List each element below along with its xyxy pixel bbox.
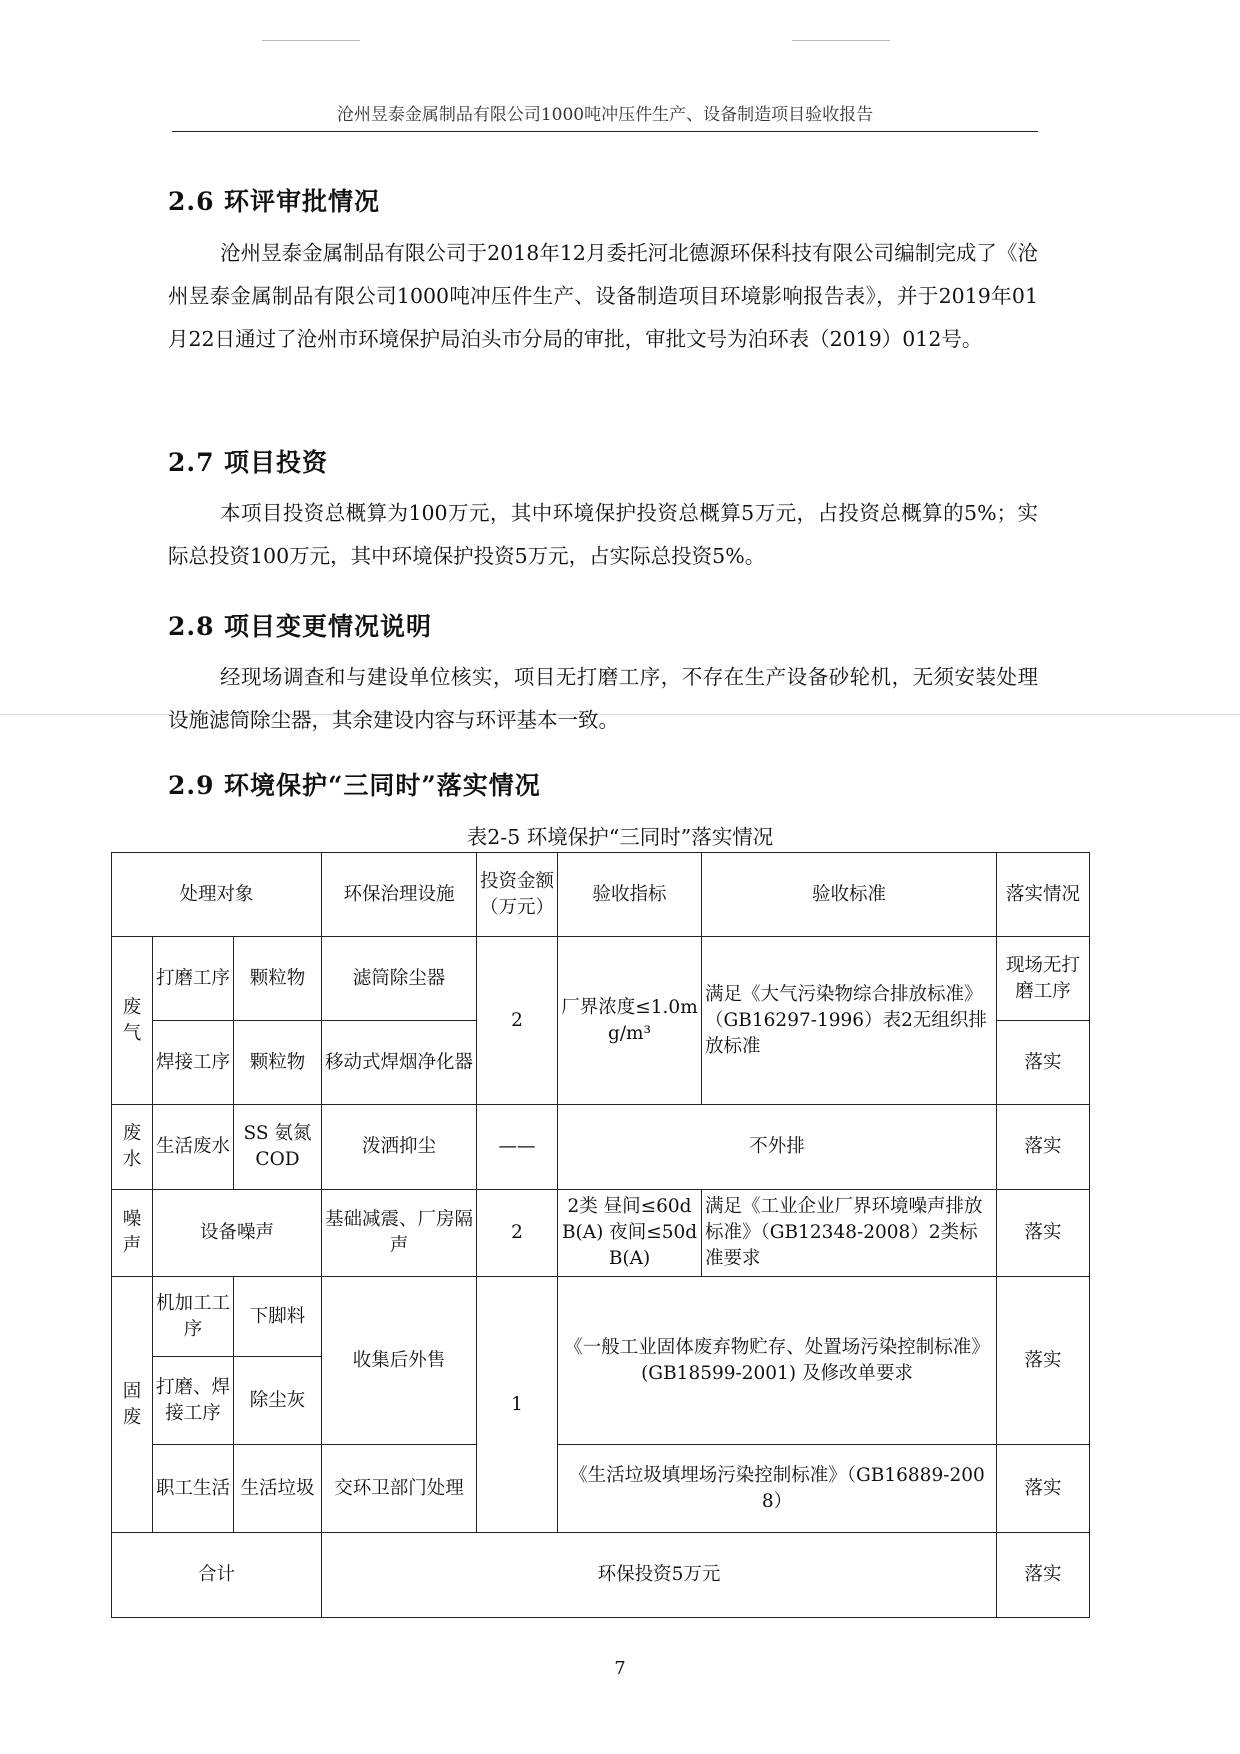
table-total-row: [112, 1533, 1090, 1618]
standard-cell: 不外排: [558, 1105, 997, 1190]
pollutant-cell: 除尘灰: [234, 1357, 322, 1445]
table-row: [112, 937, 1090, 1021]
status-cell: 现场无打磨工序: [997, 937, 1090, 1021]
section-heading-2-9: [168, 766, 541, 802]
section-paragraph: 沧州昱泰金属制品有限公司于2018年12月委托河北德源环保科技有限公司编制完成了《沧州昱泰金属制品有限公司1000吨冲压件生产、设备制造项目环境影响报告表》，并于2019年01月22日通过了沧州市环境保护局泊头市分局的审批，审批文号为泊环表（2019）012号。: [168, 241, 1038, 351]
process-cell: 生活废水: [153, 1105, 234, 1190]
category-cell: 噪声: [112, 1190, 153, 1277]
header-status: 落实情况: [997, 853, 1090, 937]
table-row: [112, 1105, 1090, 1190]
pollutant-cell: 颗粒物: [234, 937, 322, 1021]
page-number: 7: [614, 1658, 626, 1679]
investment-cell: 2: [477, 1190, 558, 1277]
header-indicator: 验收指标: [558, 853, 702, 937]
scan-artifact-line: [792, 40, 890, 41]
category-cell: 废水: [112, 1105, 153, 1190]
process-cell: 机加工工序: [153, 1277, 234, 1357]
facility-cell: 交环卫部门处理: [322, 1445, 477, 1533]
facility-cell: 基础减震、厂房隔声: [322, 1190, 477, 1277]
table-row: [112, 1445, 1090, 1533]
pollutant-cell: SS 氨氮 COD: [234, 1105, 322, 1190]
status-cell: 落实: [997, 1021, 1090, 1105]
status-cell: 落实: [997, 1533, 1090, 1618]
section-paragraph: 经现场调查和与建设单位核实，项目无打磨工序，不存在生产设备砂轮机，无须安装处理设施滤筒除尘器，其余建设内容与环评基本一致。: [168, 665, 1038, 732]
total-value: 环保投资5万元: [322, 1533, 997, 1618]
pollutant-cell: 生活垃圾: [234, 1445, 322, 1533]
section-heading-2-6: [168, 182, 380, 218]
process-cell: 打磨、焊接工序: [153, 1357, 234, 1445]
page-header: 沧州昱泰金属制品有限公司1000吨冲压件生产、设备制造项目验收报告: [172, 100, 1038, 132]
table-header-row: [112, 853, 1090, 937]
facility-cell: 滤筒除尘器: [322, 937, 477, 1021]
object-cell: 设备噪声: [153, 1190, 322, 1277]
process-cell: 职工生活: [153, 1445, 234, 1533]
investment-cell: ——: [477, 1105, 558, 1190]
table-row: [112, 1190, 1090, 1277]
facility-cell: 泼洒抑尘: [322, 1105, 477, 1190]
investment-cell: 2: [477, 937, 558, 1105]
standard-cell: 《生活垃圾填埋场污染控制标准》（GB16889-2008）: [558, 1445, 997, 1533]
indicator-cell: 2类 昼间≤60dB(A) 夜间≤50dB(A): [558, 1190, 702, 1277]
section-title: 环评审批情况: [224, 187, 381, 216]
section-number: 2.9: [168, 771, 215, 800]
header-facility: 环保治理设施: [322, 853, 477, 937]
pollutant-cell: 下脚料: [234, 1277, 322, 1357]
section-number: 2.7: [168, 448, 215, 477]
facility-cell: 移动式焊烟净化器: [322, 1021, 477, 1105]
pollutant-cell: 颗粒物: [234, 1021, 322, 1105]
section-title: 环境保护“三同时”落实情况: [224, 771, 541, 800]
category-cell: 废气: [112, 937, 153, 1105]
facility-cell: 收集后外售: [322, 1277, 477, 1445]
process-cell: 打磨工序: [153, 937, 234, 1021]
header-investment: 投资金额（万元）: [477, 853, 558, 937]
standard-cell: 满足《大气污染物综合排放标准》（GB16297-1996）表2无组织排放标准: [702, 937, 997, 1105]
section-paragraph: 本项目投资总概算为100万元，其中环境保护投资总概算5万元，占投资总概算的5%；实际总投资100万元，其中环境保护投资5万元，占实际总投资5%。: [168, 501, 1038, 568]
section-heading-2-7: [168, 443, 328, 479]
status-cell: 落实: [997, 1277, 1090, 1445]
section-number: 2.6: [168, 187, 215, 216]
section-heading-2-8: [168, 607, 432, 643]
table-row: [112, 1277, 1090, 1357]
status-cell: 落实: [997, 1445, 1090, 1533]
status-cell: 落实: [997, 1105, 1090, 1190]
header-object: 处理对象: [112, 853, 322, 937]
status-cell: 落实: [997, 1190, 1090, 1277]
table-caption: 表2-5 环境保护“三同时”落实情况: [466, 825, 774, 849]
section-title: 项目变更情况说明: [224, 612, 433, 641]
standard-cell: 满足《工业企业厂界环境噪声排放标准》（GB12348-2008）2类标准要求: [702, 1190, 997, 1277]
scan-artifact-line: [262, 40, 360, 41]
process-cell: 焊接工序: [153, 1021, 234, 1105]
total-label: 合计: [112, 1533, 322, 1618]
header-standard: 验收标准: [702, 853, 997, 937]
standard-cell: 《一般工业固体废弃物贮存、处置场污染控制标准》(GB18599-2001) 及修改单要求: [558, 1277, 997, 1445]
three-simultaneous-table: [111, 852, 1090, 1618]
category-cell: 固废: [112, 1277, 153, 1533]
investment-cell: 1: [477, 1277, 558, 1533]
indicator-cell: 厂界浓度≤1.0mg/m³: [558, 937, 702, 1105]
section-title: 项目投资: [224, 448, 329, 477]
section-number: 2.8: [168, 612, 215, 641]
